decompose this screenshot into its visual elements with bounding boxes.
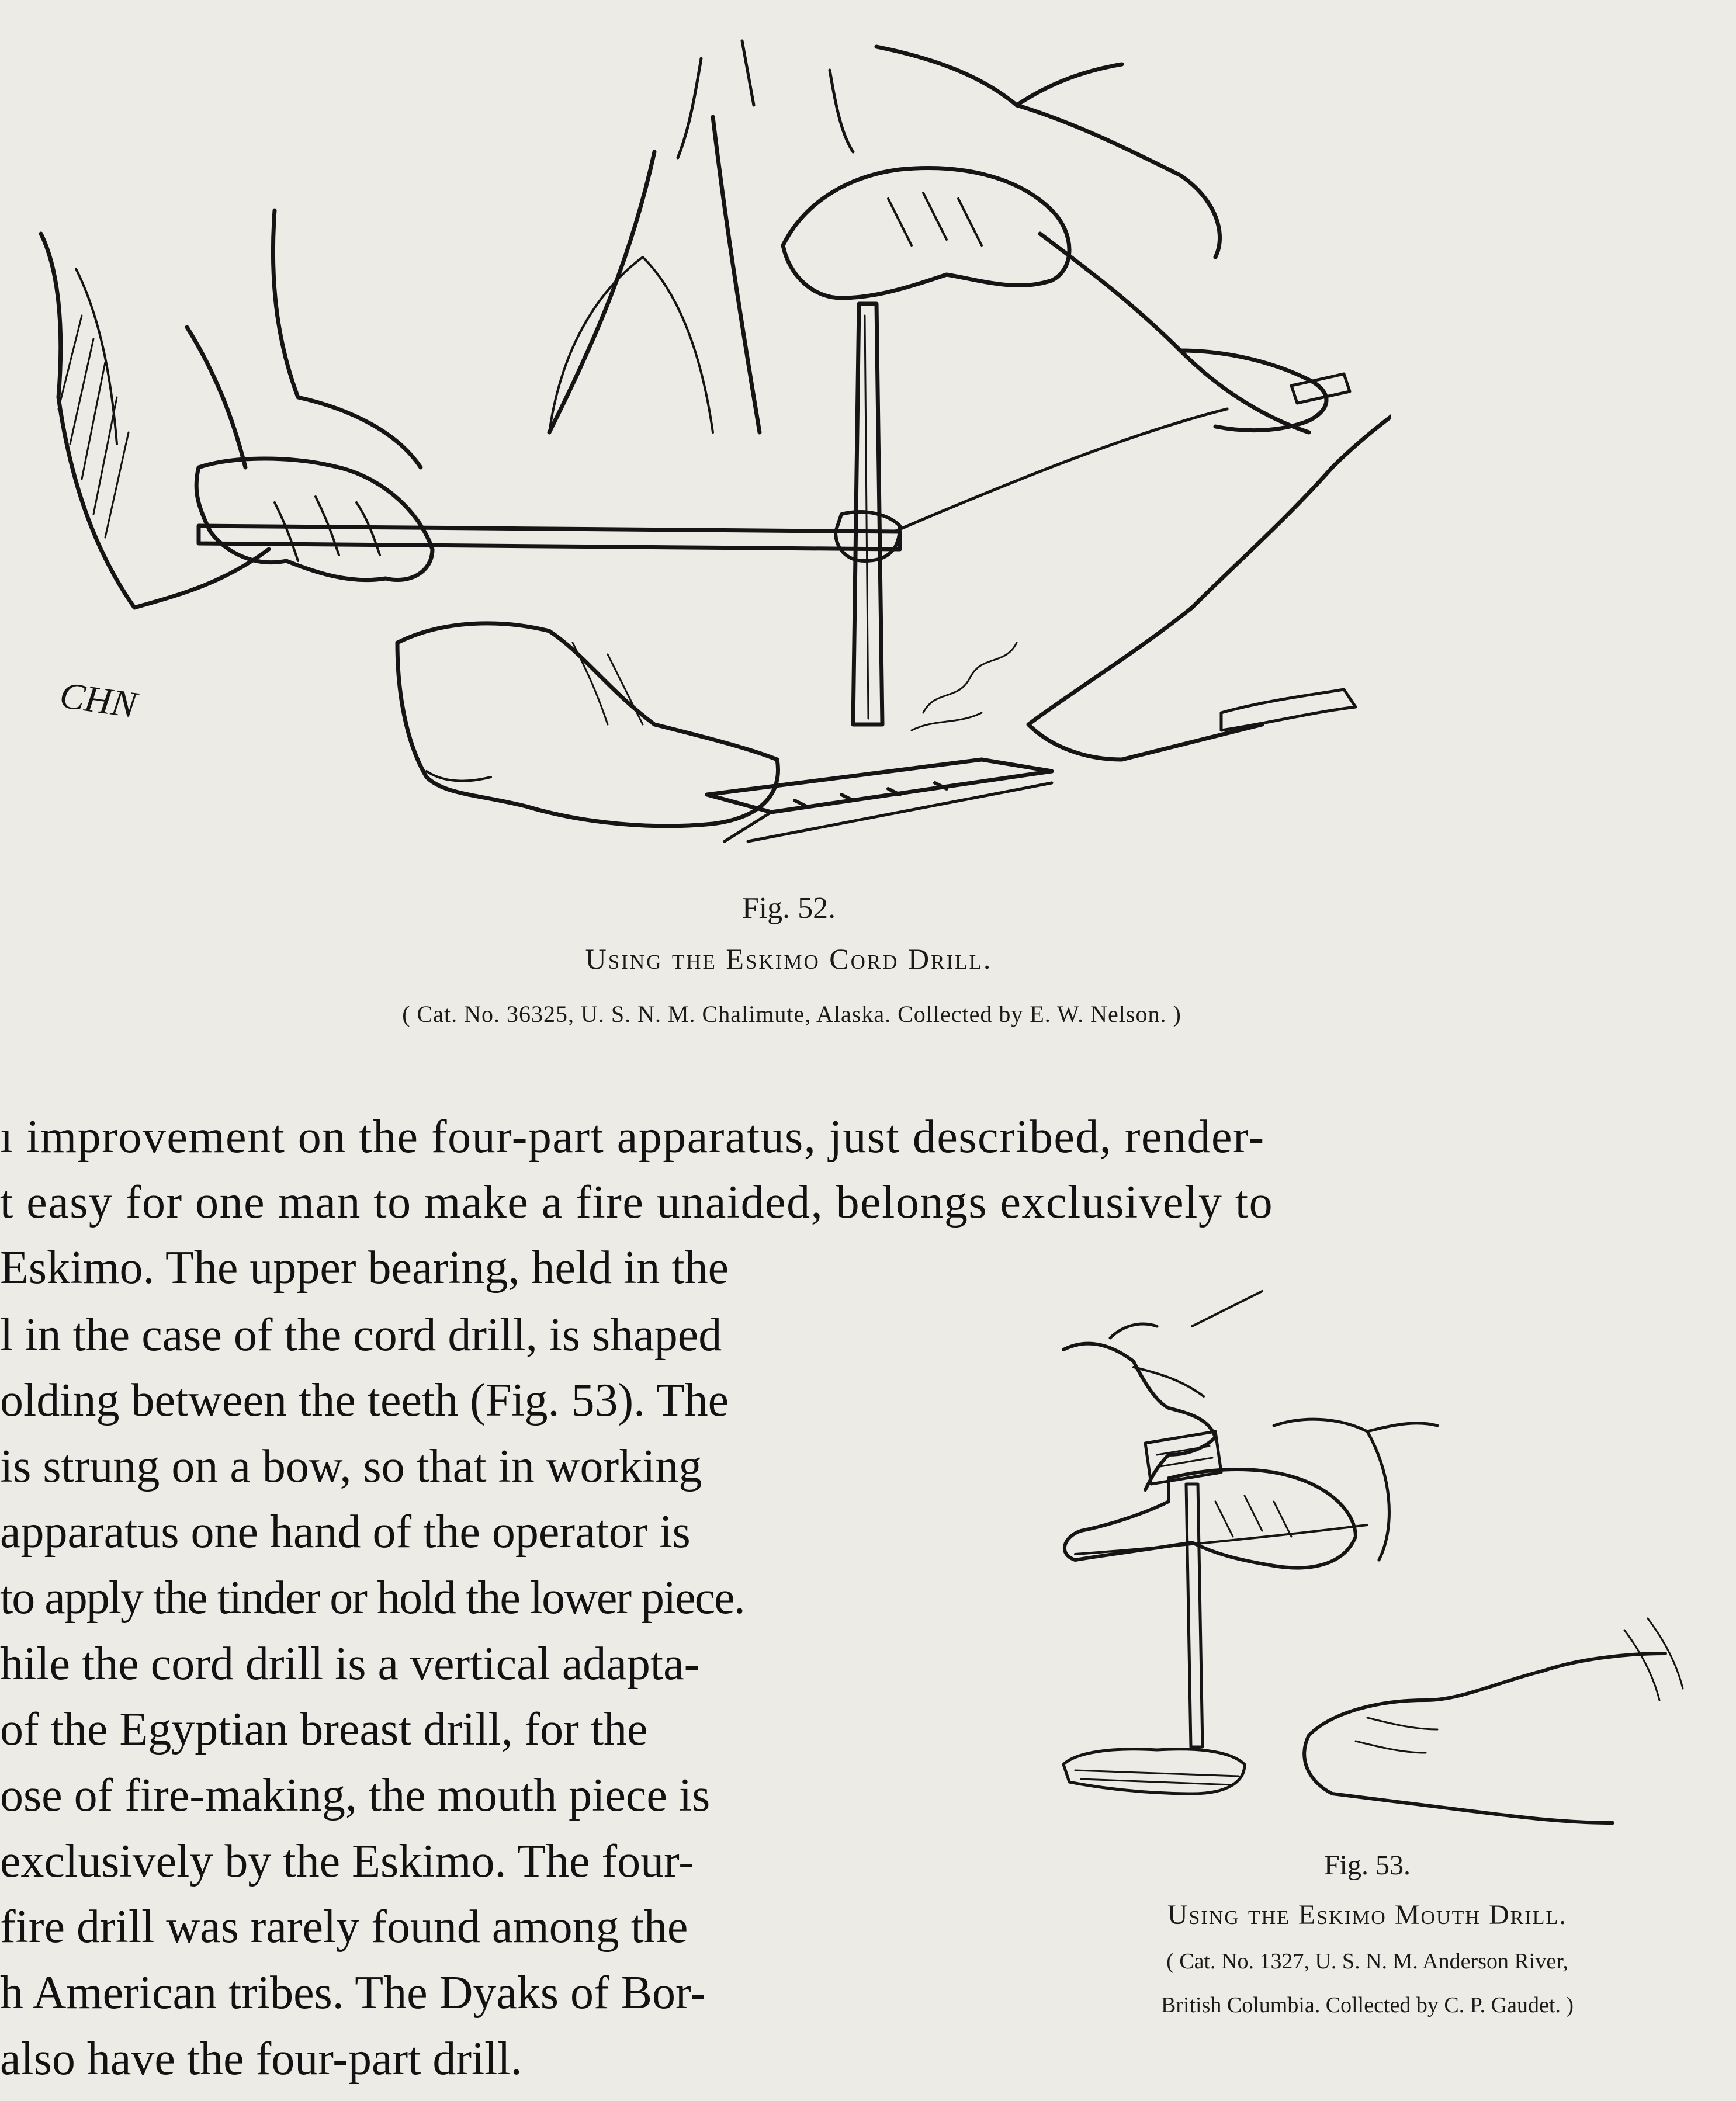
text-line: Eskimo. The upper bearing, held in the (0, 1242, 729, 1294)
text-line: exclusively by the Eskimo. The four- (0, 1836, 694, 1887)
fig52-cord (894, 409, 1227, 532)
fig53-face (1063, 1344, 1215, 1490)
fig52-top-hand (783, 168, 1069, 298)
text-line: ı improvement on the four-part apparatus, just described, render- (0, 1111, 1265, 1163)
fig53-title: Using the Eskimo Mouth Drill. (1167, 1899, 1568, 1930)
fig53-upper-hand (1065, 1469, 1356, 1568)
fig53-bow (1075, 1525, 1367, 1554)
text-line: h American tribes. The Dyaks of Bor- (0, 1967, 706, 2019)
fig53-catalog-line1: ( Cat. No. 1327, U. S. N. M. Anderson River, (1166, 1949, 1568, 1974)
text-line: ose of fire-making, the mouth piece is (0, 1770, 711, 1821)
fig52-artist-signature: CHN (57, 674, 140, 726)
fig53-drill-shaft (1186, 1484, 1203, 1747)
fig52-smoke (923, 643, 1017, 713)
text-line: l in the case of the cord drill, is shaped (0, 1309, 722, 1361)
fig53-label: Fig. 53. (1323, 1850, 1411, 1881)
text-line: is strung on a bow, so that in working (0, 1441, 702, 1492)
fig52-crossbar (199, 526, 900, 549)
fig52-lower-right-arm (1028, 374, 1391, 760)
fig52-title: Using the Eskimo Cord Drill. (585, 942, 993, 975)
text-line: also have the four-part drill. (0, 2033, 522, 2085)
fig53-illustration (1040, 1280, 1695, 1840)
text-line: of the Egyptian breast drill, for the (0, 1704, 648, 1755)
fig52-illustration (23, 23, 1391, 865)
text-line: olding between the teeth (Fig. 53). The (0, 1375, 729, 1426)
text-line: apparatus one hand of the operator is (0, 1506, 691, 1558)
text-line: t easy for one man to make a fire unaided, belongs exclusively to (0, 1177, 1274, 1228)
text-line: hile the cord drill is a vertical adapta- (0, 1638, 700, 1690)
fig52-boot (397, 623, 778, 826)
fig52-catalog: ( Cat. No. 36325, U. S. N. M. Chalimute, Alaska. Collected by E. W. Nelson. ) (402, 1001, 1181, 1027)
text-line: fire drill was rarely found among the (0, 1901, 688, 1953)
fig53-lower-hand (1304, 1653, 1665, 1823)
fig52-right-hand (1180, 351, 1326, 431)
fig52-label: Fig. 52. (741, 892, 836, 925)
fig52-hearth-board (707, 760, 1052, 812)
fig52-left-hand (196, 459, 432, 580)
text-line: to apply the tinder or hold the lower piece. (0, 1572, 744, 1624)
fig53-catalog-line2: British Columbia. Collected by C. P. Gaudet. ) (1160, 1993, 1574, 2017)
